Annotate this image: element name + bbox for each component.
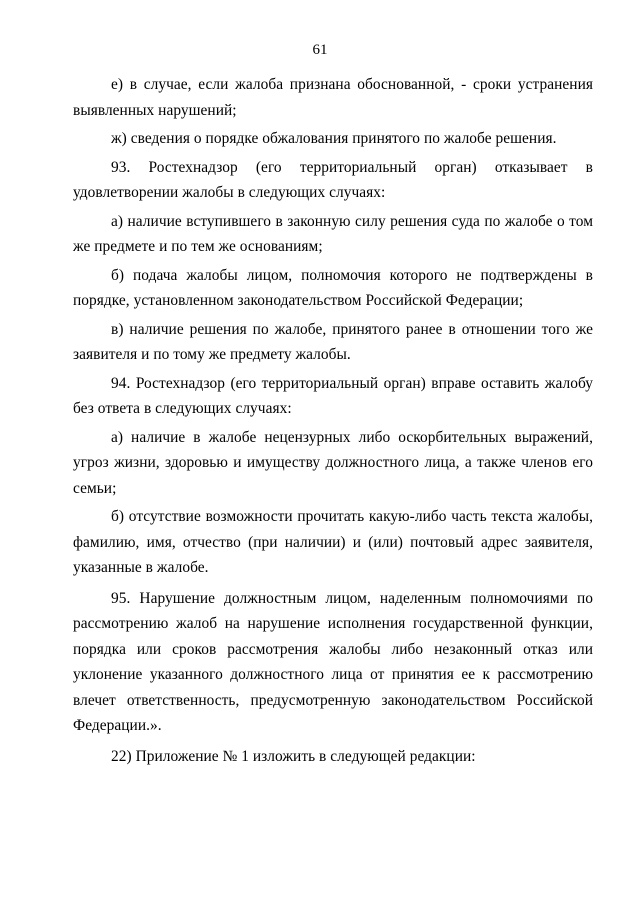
paragraph-93-v: в) наличие решения по жалобе, принятого ранее в отношении того же заявителя и по тому же предмету жалобы. bbox=[73, 320, 593, 363]
paragraph-93: 93. Ростехнадзор (его территориальный орган) отказывает в удовлетворении жалобы в следующих случаях: bbox=[73, 158, 593, 201]
paragraph-93-b: б) подача жалобы лицом, полномочия которого не подтверждены в порядке, установленном законодательством Российской Федерации; bbox=[73, 266, 593, 309]
document-body bbox=[73, 72, 593, 770]
paragraph-22: 22) Приложение № 1 изложить в следующей редакции: bbox=[111, 747, 476, 765]
paragraph-94: 94. Ростехнадзор (его территориальный орган) вправе оставить жалобу без ответа в следующих случаях: bbox=[73, 374, 593, 417]
paragraph-94-b: б) отсутствие возможности прочитать какую-либо часть текста жалобы, фамилию, имя, отчество (при наличии) и (или) почтовый адрес заявителя, указанные в жалобе. bbox=[73, 508, 593, 576]
paragraph-zh: ж) сведения о порядке обжалования принятого по жалобе решения. bbox=[111, 130, 557, 147]
paragraph-e: е) в случае, если жалоба признана обоснованной, - сроки устранения выявленных нарушений; bbox=[73, 76, 593, 119]
paragraph-93-a: а) наличие вступившего в законную силу решения суда по жалобе о том же предмете и по тем же основаниям; bbox=[73, 212, 593, 255]
paragraph-95: 95. Нарушение должностным лицом, наделенным полномочиями по рассмотрению жалоб на нарушение исполнения государственной функции, порядка или сроков рассмотрения жалобы либо незаконный отказ или уклонение указанного должностного лица от принятия ее к рассмотрению влечет ответственность, предусмотренную законодательством Российской Федерации.». bbox=[73, 589, 593, 734]
paragraph-94-a: а) наличие в жалобе нецензурных либо оскорбительных выражений, угроз жизни, здоровью и имуществу должностного лица, а также членов его семьи; bbox=[73, 428, 593, 497]
page-number: 61 bbox=[312, 42, 328, 58]
